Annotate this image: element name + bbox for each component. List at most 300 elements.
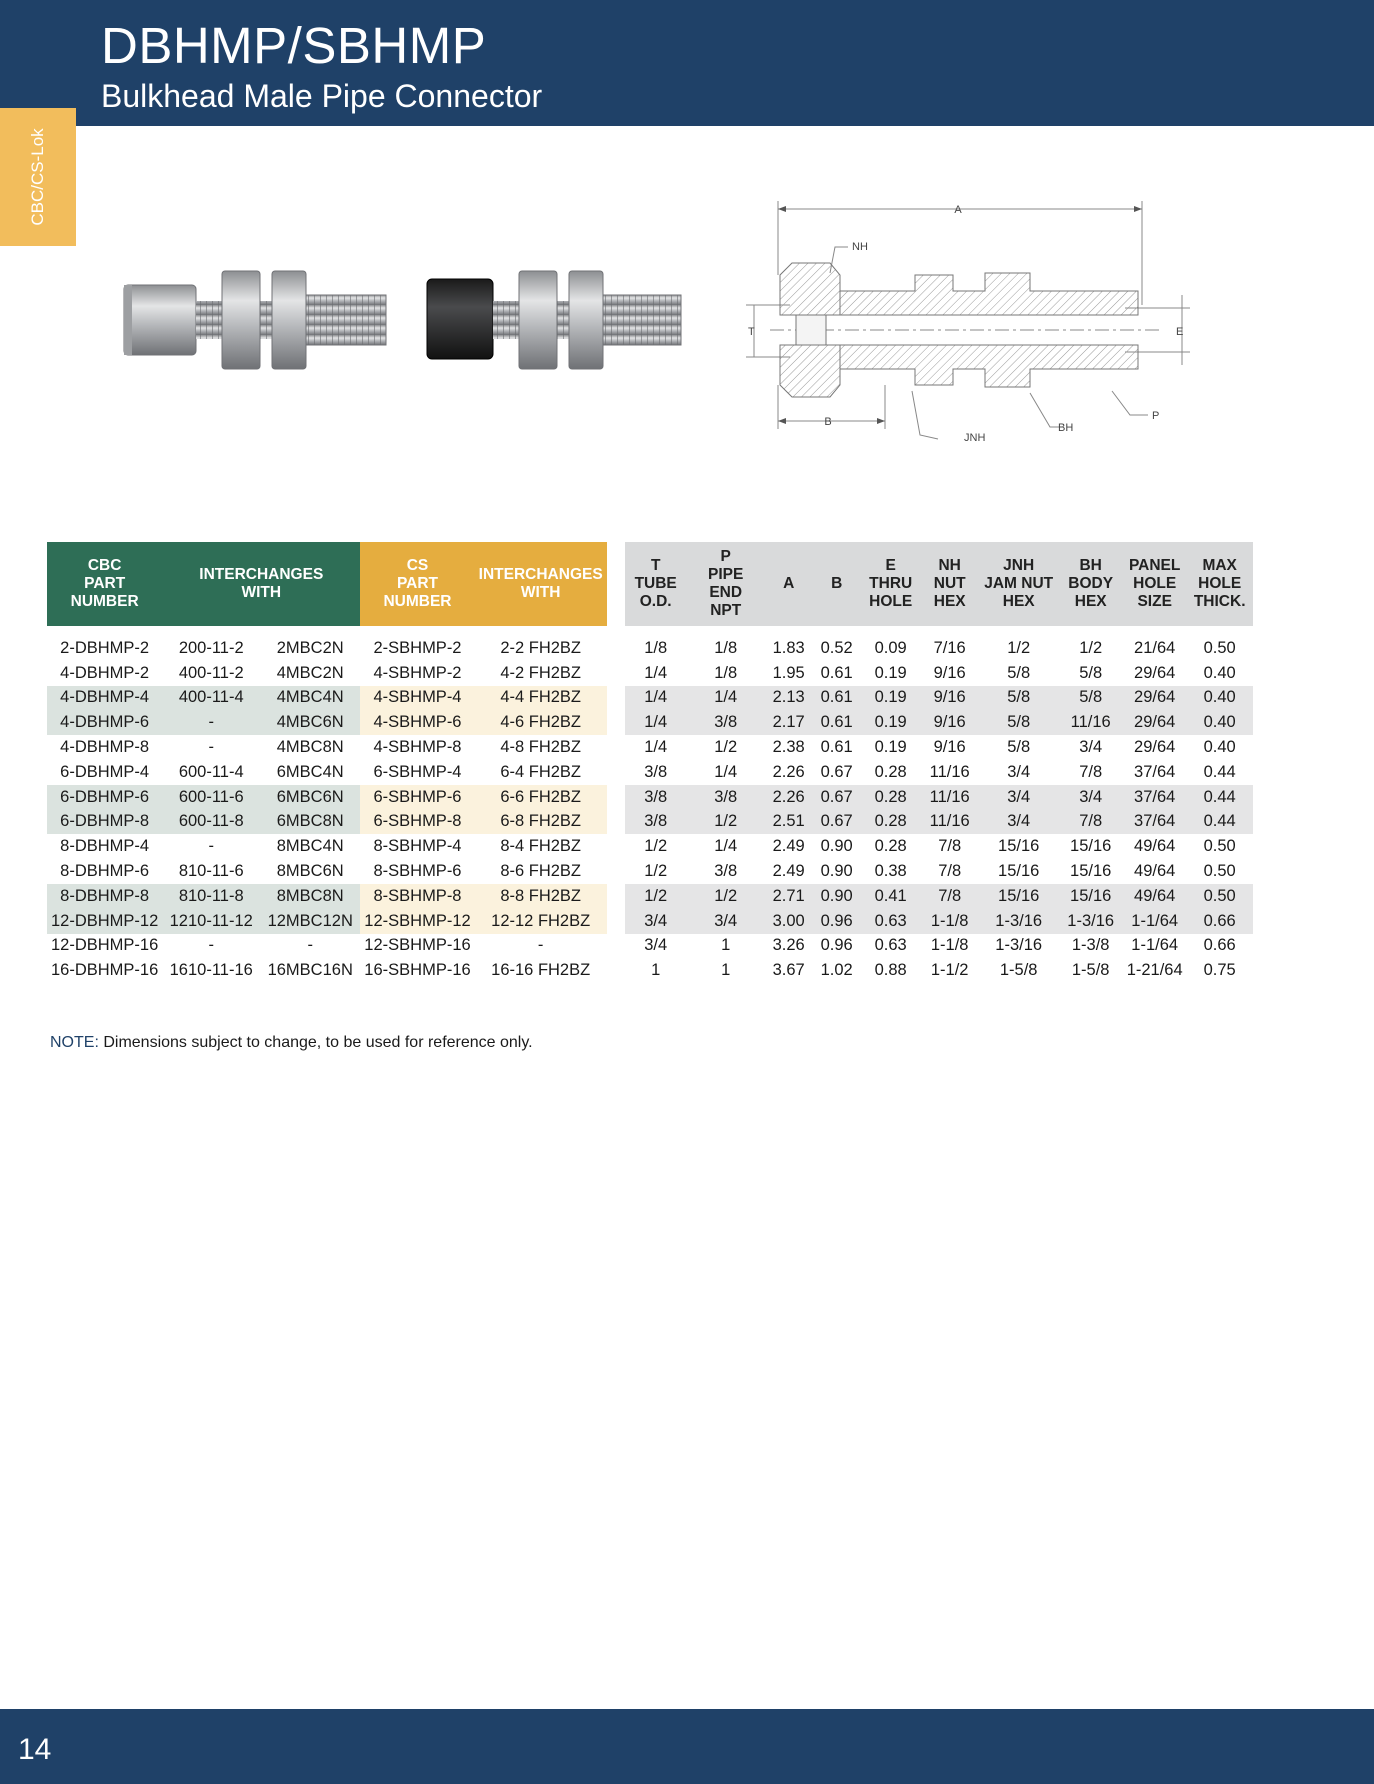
header-a (765, 542, 813, 626)
cell-cbc-interchange-2: 6MBC8N (260, 810, 360, 835)
cell-cs-interchange: 12-12 FH2BZ (475, 909, 607, 934)
cell-cbc-interchange-1: - (162, 710, 260, 735)
cell-panel: 1-1/64 (1123, 909, 1187, 934)
footer-bar (0, 1709, 1374, 1784)
cell-panel: 29/64 (1134, 663, 1176, 682)
cell-cbc-interchange-2: 16MBC16N (267, 961, 353, 980)
cell-jnh: 3/4 (979, 785, 1059, 810)
spec-table-header (47, 542, 1253, 626)
cell-jnh: 1-5/8 (999, 961, 1038, 980)
cell-cbc-interchange-2: 8MBC6N (276, 862, 344, 881)
header-t (625, 542, 687, 626)
cell-p: 1 (721, 961, 731, 980)
header-line: HEX (1074, 593, 1107, 610)
cell-cbc-part: 4-DBHMP-2 (60, 663, 150, 682)
cell-t: 1/2 (644, 862, 668, 881)
cell-e: 0.41 (861, 884, 921, 909)
header-line: HEX (1002, 593, 1035, 610)
section-tab (0, 108, 76, 246)
label-bh: BH (1058, 422, 1074, 434)
cell-nh: 9/16 (933, 663, 966, 682)
header-cs-interchanges (475, 542, 607, 626)
cell-cbc-interchange-2: 8MBC8N (260, 884, 360, 909)
header-line: NH (938, 557, 961, 574)
cell-e: 0.19 (861, 710, 921, 735)
cell-nh: 1-1/8 (930, 936, 969, 955)
cell-cbc-part: 8-DBHMP-6 (60, 862, 150, 881)
cell-jnh: 5/8 (1007, 738, 1031, 757)
table-row (47, 810, 1253, 835)
label-a: A (954, 204, 962, 216)
cell-a: 2.49 (772, 837, 805, 856)
cell-cs-part: 12-SBHMP-16 (364, 936, 471, 955)
cell-e: 0.28 (874, 837, 907, 856)
cell-cbc-part: 12-DBHMP-16 (51, 936, 159, 955)
column-gap (607, 626, 625, 661)
cell-cbc-interchange-2: 12MBC12N (260, 909, 360, 934)
table-row (47, 909, 1253, 934)
section-tab-label: CBC/CS-Lok (28, 128, 47, 226)
table-row (47, 884, 1253, 909)
table-row (47, 958, 1253, 983)
header-line: NUMBER (70, 593, 139, 610)
cell-panel: 49/64 (1123, 884, 1187, 909)
note-text: Dimensions subject to change, to be used for reference only. (98, 1034, 533, 1051)
cell-cs-part: 4-SBHMP-2 (373, 663, 462, 682)
cell-jnh: 3/4 (1007, 762, 1031, 781)
header-cbc-part (47, 542, 162, 626)
cell-bh: 11/16 (1059, 710, 1123, 735)
cell-cbc-interchange-2: 8MBC4N (276, 837, 344, 856)
cell-cs-part: 2-SBHMP-2 (373, 638, 462, 657)
column-gap (607, 710, 625, 735)
cell-jnh: 1-3/16 (995, 936, 1043, 955)
cell-e: 0.63 (861, 909, 921, 934)
cell-b: 0.61 (820, 663, 853, 682)
table-row (47, 686, 1253, 711)
header-line: HOLE (1198, 575, 1242, 592)
cell-bh: 5/8 (1079, 663, 1103, 682)
column-gap (607, 810, 625, 835)
cell-max: 0.50 (1203, 862, 1236, 881)
table-row (47, 934, 1253, 959)
cell-cbc-interchange-2: 4MBC8N (276, 738, 344, 757)
cell-max: 0.50 (1203, 837, 1236, 856)
header-line: PART (84, 575, 126, 592)
cell-p: 3/8 (687, 710, 765, 735)
cell-cbc-part: 6-DBHMP-6 (47, 785, 162, 810)
cell-cbc-interchange-1: 600-11-8 (162, 810, 260, 835)
header-line: NPT (710, 602, 742, 619)
header-cbc-interchanges (162, 542, 360, 626)
header-e (861, 542, 921, 626)
cell-jnh: 1/2 (1007, 638, 1031, 657)
cell-max: 0.50 (1187, 884, 1253, 909)
cell-t: 3/4 (625, 909, 687, 934)
cell-cbc-interchange-1: 400-11-4 (162, 686, 260, 711)
header-line: WITH (520, 584, 561, 601)
cell-bh: 1/2 (1079, 638, 1103, 657)
cell-bh: 3/4 (1059, 785, 1123, 810)
cell-e: 0.63 (874, 936, 907, 955)
cell-a: 2.26 (765, 785, 813, 810)
dimension-labels (740, 195, 1200, 455)
cell-e: 0.28 (861, 810, 921, 835)
cell-cbc-part: 8-DBHMP-8 (47, 884, 162, 909)
cell-p: 3/8 (687, 785, 765, 810)
cell-cs-interchange: 2-2 FH2BZ (500, 638, 582, 657)
cell-cbc-interchange-1: - (208, 738, 214, 757)
header-line: PANEL (1128, 557, 1181, 574)
cell-cbc-part: 12-DBHMP-12 (47, 909, 162, 934)
note (50, 1034, 533, 1052)
column-gap (607, 760, 625, 785)
cell-panel: 21/64 (1134, 638, 1176, 657)
header-max (1187, 542, 1253, 626)
cell-p: 1/4 (714, 837, 738, 856)
cell-max: 0.44 (1187, 810, 1253, 835)
cell-p: 1/2 (687, 884, 765, 909)
cell-t: 1/4 (644, 738, 668, 757)
cell-cbc-interchange-2: 6MBC4N (276, 762, 344, 781)
cell-p: 3/4 (687, 909, 765, 934)
label-e: E (1176, 326, 1184, 338)
column-gap (607, 958, 625, 983)
cell-cs-interchange: 6-4 FH2BZ (500, 762, 582, 781)
cell-bh: 15/16 (1070, 862, 1112, 881)
cell-cbc-part: 2-DBHMP-2 (60, 638, 150, 657)
header-line: T (650, 557, 661, 574)
cell-e: 0.19 (874, 663, 907, 682)
header-line: THRU (869, 575, 913, 592)
cell-cbc-interchange-2: - (307, 936, 313, 955)
cell-cbc-interchange-1: 1610-11-16 (169, 961, 253, 980)
header-b (813, 542, 861, 626)
cell-cs-interchange: 4-2 FH2BZ (500, 663, 582, 682)
header-line: TUBE (634, 575, 677, 592)
header-bh (1059, 542, 1123, 626)
cell-cbc-part: 6-DBHMP-4 (60, 762, 150, 781)
cell-t: 1/2 (625, 884, 687, 909)
cell-nh: 7/8 (938, 837, 962, 856)
header-line: B (831, 575, 843, 592)
cell-panel: 29/64 (1134, 738, 1176, 757)
cell-jnh: 1-3/16 (979, 909, 1059, 934)
column-gap (607, 909, 625, 934)
header-line: INTERCHANGES (478, 566, 603, 583)
cell-nh: 1-1/8 (921, 909, 979, 934)
cell-a: 2.17 (765, 710, 813, 735)
table-row (47, 735, 1253, 760)
cell-a: 1.83 (772, 638, 805, 657)
cell-a: 2.13 (765, 686, 813, 711)
header-line: BODY (1068, 575, 1114, 592)
note-label: NOTE: (50, 1034, 99, 1051)
cell-panel: 37/64 (1123, 785, 1187, 810)
cell-jnh: 15/16 (998, 837, 1040, 856)
cell-b: 0.67 (813, 810, 861, 835)
cell-panel: 1-21/64 (1126, 961, 1183, 980)
table-row (47, 661, 1253, 686)
cell-cbc-part: 4-DBHMP-4 (47, 686, 162, 711)
cell-t: 1/4 (625, 710, 687, 735)
table-row (47, 785, 1253, 810)
label-jnh: JNH (964, 432, 986, 444)
cell-nh: 11/16 (929, 762, 970, 781)
cell-cs-interchange: 8-8 FH2BZ (475, 884, 607, 909)
header-line: JNH (1003, 557, 1035, 574)
cell-t: 1/2 (644, 837, 668, 856)
cell-a: 1.95 (772, 663, 805, 682)
cell-cbc-interchange-2: 4MBC2N (276, 663, 344, 682)
header-line: WITH (241, 584, 282, 601)
label-b: B (824, 416, 832, 428)
cell-cbc-part: 6-DBHMP-8 (47, 810, 162, 835)
cell-cbc-interchange-1: 400-11-2 (178, 663, 244, 682)
cell-panel: 49/64 (1134, 862, 1176, 881)
cell-b: 0.67 (813, 785, 861, 810)
cell-b: 0.61 (813, 710, 861, 735)
cell-nh: 7/16 (933, 638, 966, 657)
cell-max: 0.50 (1203, 638, 1236, 657)
cell-cs-part: 12-SBHMP-12 (360, 909, 474, 934)
cell-jnh: 3/4 (979, 810, 1059, 835)
cell-bh: 7/8 (1079, 762, 1103, 781)
cell-cbc-part: 16-DBHMP-16 (51, 961, 159, 980)
cell-cbc-part: 4-DBHMP-6 (47, 710, 162, 735)
cell-b: 0.96 (820, 936, 853, 955)
cell-p: 1 (721, 936, 731, 955)
cell-cs-interchange: 6-6 FH2BZ (475, 785, 607, 810)
label-nh: NH (852, 241, 868, 253)
cell-cbc-interchange-1: - (208, 936, 214, 955)
column-gap (607, 884, 625, 909)
cell-bh: 1-3/8 (1071, 936, 1110, 955)
cell-cbc-part: 8-DBHMP-4 (60, 837, 150, 856)
cell-cbc-interchange-1: 600-11-4 (178, 762, 244, 781)
cell-bh: 5/8 (1059, 686, 1123, 711)
cell-b: 0.67 (820, 762, 853, 781)
cell-b: 0.61 (820, 738, 853, 757)
cell-a: 2.51 (765, 810, 813, 835)
cell-cbc-interchange-1: 200-11-2 (178, 638, 244, 657)
cell-t: 1/4 (625, 686, 687, 711)
cell-bh: 1-3/16 (1059, 909, 1123, 934)
page-number: 14 (18, 1733, 52, 1766)
cell-t: 3/4 (644, 936, 668, 955)
header-line: PART (396, 575, 438, 592)
cell-p: 1/8 (714, 663, 738, 682)
cell-t: 3/8 (625, 810, 687, 835)
cell-cs-part: 4-SBHMP-6 (360, 710, 474, 735)
cell-cs-interchange: 16-16 FH2BZ (491, 961, 591, 980)
cell-cs-interchange: 6-8 FH2BZ (475, 810, 607, 835)
cell-nh: 11/16 (921, 785, 979, 810)
table-row (47, 834, 1253, 859)
cell-max: 0.40 (1187, 710, 1253, 735)
cell-max: 0.66 (1187, 909, 1253, 934)
cell-max: 0.40 (1203, 663, 1236, 682)
header-line: P (720, 548, 731, 565)
cell-b: 0.52 (820, 638, 853, 657)
table-row (47, 626, 1253, 661)
header-line: BH (1079, 557, 1102, 574)
cell-jnh: 15/16 (979, 884, 1059, 909)
cell-cs-part: 4-SBHMP-8 (373, 738, 462, 757)
cell-bh: 7/8 (1059, 810, 1123, 835)
page-subtitle: Bulkhead Male Pipe Connector (101, 78, 543, 114)
header-panel (1123, 542, 1187, 626)
column-gap (607, 834, 625, 859)
cell-b: 0.90 (813, 884, 861, 909)
cell-cbc-interchange-1: 810-11-6 (178, 862, 244, 881)
header-line: THICK. (1193, 593, 1246, 610)
cell-jnh: 15/16 (998, 862, 1040, 881)
cell-e: 0.19 (861, 686, 921, 711)
cell-cs-interchange: 8-6 FH2BZ (500, 862, 582, 881)
header-line: HOLE (1133, 575, 1177, 592)
header-line: SIZE (1137, 593, 1172, 610)
cell-panel: 29/64 (1123, 710, 1187, 735)
cell-cbc-interchange-1: 600-11-6 (162, 785, 260, 810)
black-nut-fitting-photo (425, 265, 685, 375)
cell-bh: 3/4 (1079, 738, 1103, 757)
header-line: MAX (1202, 557, 1237, 574)
cell-bh: 15/16 (1070, 837, 1112, 856)
cell-max: 0.40 (1187, 686, 1253, 711)
cell-b: 0.61 (813, 686, 861, 711)
cell-nh: 7/8 (938, 862, 962, 881)
cell-cbc-interchange-1: 810-11-8 (162, 884, 260, 909)
cell-a: 2.49 (772, 862, 805, 881)
label-t: T (748, 326, 755, 338)
spec-table-body (47, 626, 1253, 983)
cell-nh: 7/8 (921, 884, 979, 909)
cell-cs-part: 16-SBHMP-16 (364, 961, 471, 980)
cell-t: 1/4 (644, 663, 668, 682)
cell-a: 2.71 (765, 884, 813, 909)
cell-e: 0.19 (874, 738, 907, 757)
cell-panel: 37/64 (1134, 762, 1176, 781)
cell-cbc-interchange-1: 1210-11-12 (162, 909, 260, 934)
cell-cs-part: 6-SBHMP-4 (373, 762, 462, 781)
cell-cbc-interchange-2: 4MBC4N (260, 686, 360, 711)
cell-max: 0.44 (1187, 785, 1253, 810)
header-line: PIPE END (708, 566, 744, 601)
cell-panel: 1-1/64 (1131, 936, 1179, 955)
cell-b: 0.90 (820, 837, 853, 856)
header-nh (921, 542, 979, 626)
header-line: JAM NUT (984, 575, 1054, 592)
cell-b: 1.02 (820, 961, 853, 980)
cell-t: 3/8 (644, 762, 668, 781)
cell-cs-part: 6-SBHMP-8 (360, 810, 474, 835)
cell-jnh: 5/8 (979, 710, 1059, 735)
column-gap (607, 735, 625, 760)
cell-e: 0.28 (874, 762, 907, 781)
cell-b: 0.96 (813, 909, 861, 934)
cell-cs-interchange: 4-4 FH2BZ (475, 686, 607, 711)
header-line: E (885, 557, 896, 574)
cell-bh: 1-5/8 (1071, 961, 1110, 980)
cell-e: 0.09 (874, 638, 907, 657)
cell-panel: 49/64 (1134, 837, 1176, 856)
cell-max: 0.40 (1203, 738, 1236, 757)
header-line: HEX (933, 593, 966, 610)
header-line: INTERCHANGES (199, 566, 324, 583)
header-line: NUMBER (383, 593, 452, 610)
cell-cs-part: 8-SBHMP-6 (373, 862, 462, 881)
header-line: NUT (933, 575, 966, 592)
table-row (47, 710, 1253, 735)
cell-nh: 1-1/2 (930, 961, 969, 980)
column-gap (607, 661, 625, 686)
cell-a: 2.26 (772, 762, 805, 781)
cell-cbc-interchange-2: 2MBC2N (276, 638, 344, 657)
cell-p: 1/2 (714, 738, 738, 757)
cell-e: 0.88 (874, 961, 907, 980)
cell-t: 3/8 (625, 785, 687, 810)
cell-p: 1/4 (714, 762, 738, 781)
cell-cs-interchange: - (537, 936, 544, 955)
cell-e: 0.28 (861, 785, 921, 810)
page-title: DBHMP/SBHMP (101, 17, 487, 74)
cell-a: 2.38 (772, 738, 805, 757)
column-gap (607, 686, 625, 711)
cell-nh: 9/16 (921, 686, 979, 711)
spec-table (47, 542, 1253, 983)
column-gap (607, 785, 625, 810)
cell-nh: 9/16 (933, 738, 966, 757)
cell-max: 0.66 (1203, 936, 1236, 955)
column-gap (607, 859, 625, 884)
stainless-fitting-photo (122, 265, 392, 375)
header-line: A (783, 575, 795, 592)
cell-bh: 15/16 (1059, 884, 1123, 909)
header-cs-part (360, 542, 474, 626)
cell-nh: 9/16 (921, 710, 979, 735)
cell-p: 1/2 (687, 810, 765, 835)
cell-cbc-part: 4-DBHMP-8 (60, 738, 150, 757)
cell-a: 3.00 (765, 909, 813, 934)
cell-cs-part: 4-SBHMP-4 (360, 686, 474, 711)
cell-jnh: 5/8 (1007, 663, 1031, 682)
cell-cs-part: 8-SBHMP-8 (360, 884, 474, 909)
header-jnh (979, 542, 1059, 626)
cell-cs-interchange: 4-6 FH2BZ (475, 710, 607, 735)
header-line: HOLE (869, 593, 913, 610)
cell-a: 3.67 (772, 961, 805, 980)
label-p: P (1152, 410, 1160, 422)
cell-cbc-interchange-2: 4MBC6N (260, 710, 360, 735)
cell-b: 0.90 (820, 862, 853, 881)
cell-max: 0.44 (1203, 762, 1236, 781)
header-line: O.D. (639, 593, 672, 610)
cell-e: 0.38 (874, 862, 907, 881)
cell-max: 0.75 (1203, 961, 1236, 980)
cell-panel: 37/64 (1123, 810, 1187, 835)
column-gap (607, 934, 625, 959)
table-row (47, 859, 1253, 884)
cell-t: 1/8 (644, 638, 668, 657)
cell-p: 1/4 (687, 686, 765, 711)
cell-p: 1/8 (714, 638, 738, 657)
header-p (687, 542, 765, 626)
cell-cs-interchange: 4-8 FH2BZ (500, 738, 582, 757)
header-line: CBC (87, 557, 122, 574)
cell-t: 1 (651, 961, 661, 980)
cell-cs-part: 6-SBHMP-6 (360, 785, 474, 810)
